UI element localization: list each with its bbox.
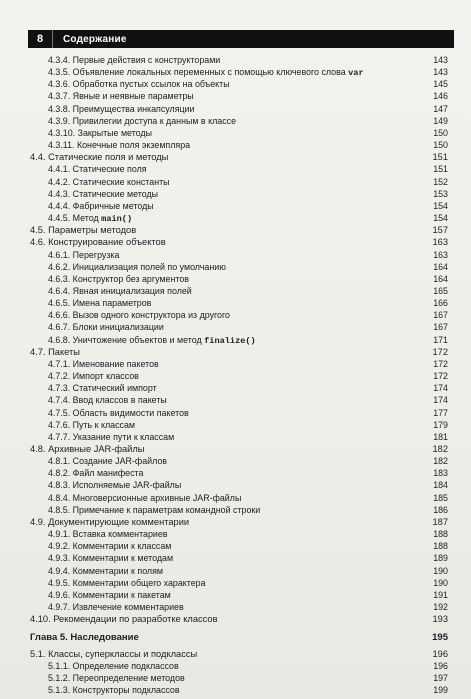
toc-entry-title — [48, 660, 179, 672]
toc-entry-label: Глава 5. Наследование — [30, 632, 139, 644]
toc-entry-title — [48, 479, 181, 491]
toc-entry-page: 154 — [433, 213, 448, 224]
toc-entry-page: 150 — [433, 140, 448, 151]
toc-entry-label: 5.1.2. Переопределение методов — [48, 672, 185, 683]
toc-entry-label: 4.9.2. Комментарии к классам — [48, 541, 172, 552]
toc-entry-label: 4.7.6. Путь к классам — [48, 419, 135, 430]
toc-entry-page: 164 — [433, 273, 448, 284]
toc-entry-title — [48, 431, 174, 443]
toc-entry — [28, 577, 448, 589]
toc-entry-page: 177 — [433, 407, 448, 418]
toc-entry-page: 192 — [433, 602, 448, 613]
toc-entry-label: 4.3.7. Явные и неявные параметры — [48, 91, 194, 102]
toc-entry-label: 4.3.5. Объявление локальных переменных с помощью ключевого слова — [48, 67, 349, 78]
toc-entry — [28, 467, 448, 479]
toc-entry-title — [30, 443, 145, 455]
toc-entry-title — [48, 601, 184, 613]
toc-entry-title — [48, 370, 139, 382]
toc-entry-label: 4.6.5. Имена параметров — [48, 298, 152, 309]
toc-entry-page: 166 — [433, 298, 448, 309]
toc-entry-title — [48, 492, 241, 504]
toc-entry — [28, 334, 448, 346]
toc-entry — [28, 176, 448, 188]
toc-entry — [28, 394, 448, 406]
toc-entry-page: 195 — [432, 632, 448, 644]
toc-entry — [28, 224, 448, 236]
toc-entry-title — [48, 394, 167, 406]
toc-entry-title — [48, 103, 195, 115]
toc-entry-page: 151 — [433, 164, 448, 175]
toc-entry-title — [48, 321, 164, 333]
toc-entry-page: 182 — [432, 444, 448, 454]
toc-entry-label: 4.10. Рекомендации по разработке классов — [30, 614, 218, 625]
toc-entry-label: 4.3.4. Первые действия с конструкторами — [48, 55, 221, 65]
toc-entry-label: 4.4. Статические поля и методы — [30, 152, 169, 163]
toc-entry — [28, 273, 448, 285]
toc-entry — [28, 90, 448, 102]
toc-entry-title — [30, 346, 80, 358]
toc-entry-label: 4.7. Пакеты — [30, 346, 80, 357]
toc-entry-label: 4.6.8. Уничтожение объектов и метод — [48, 334, 205, 345]
toc-entry-label: 4.8.2. Файл манифеста — [48, 468, 144, 479]
toc-entry-label: 4.4.2. Статические константы — [48, 176, 170, 187]
running-title: Содержание — [63, 33, 127, 45]
toc-entry-title — [48, 455, 167, 467]
toc-entry-title — [48, 504, 260, 516]
toc-entry-page: 197 — [433, 672, 448, 683]
toc-entry — [28, 407, 448, 419]
toc-entry-title — [48, 54, 220, 66]
toc-entry-page: 163 — [432, 237, 448, 248]
toc-entry — [28, 249, 448, 261]
toc-entry-label: 4.6.1. Перегрузка — [48, 249, 120, 260]
toc-entry-page: 193 — [432, 614, 448, 625]
toc-entry-title — [48, 163, 147, 175]
toc-entry-label: 4.7.7. Указание пути к классам — [48, 431, 175, 442]
toc-entry-label: 4.7.3. Статический импорт — [48, 383, 157, 394]
toc-entry-title — [30, 648, 197, 660]
toc-entry-page: 151 — [432, 152, 448, 163]
toc-entry-label: 4.8.3. Исполняемые JAR-файлы — [48, 480, 182, 491]
toc-entry-title — [48, 309, 230, 321]
toc-entry-label: 4.6.6. Вызов одного конструктора из другого — [48, 310, 230, 321]
toc-entry-title — [48, 78, 230, 90]
toc-entry-label: 4.3.11. Конечные поля экземпляра — [48, 140, 191, 151]
toc-entry-title — [48, 419, 135, 431]
toc-entry — [28, 321, 448, 333]
toc-entry-title — [48, 285, 192, 297]
toc-entry-label: 4.6.7. Блоки инициализации — [48, 322, 164, 333]
toc-entry-label: 4.9.3. Комментарии к методам — [48, 553, 174, 564]
toc-entry — [28, 200, 448, 212]
toc-entry-title — [48, 528, 168, 540]
toc-entry-label: 4.3.6. Обработка пустых ссылок на объекты — [48, 79, 230, 90]
toc-entry — [28, 648, 448, 660]
toc-entry-label: 4.9.4. Комментарии к полям — [48, 565, 164, 576]
toc-entry-label: 4.3.8. Преимущества инкапсуляции — [48, 103, 195, 114]
toc-entry-label: 4.6.3. Конструктор без аргументов — [48, 273, 189, 284]
toc-entry-title — [48, 297, 151, 309]
toc-entry-title — [48, 273, 189, 285]
toc-entry-title — [48, 565, 163, 577]
toc-entry-label: 4.7.2. Импорт классов — [48, 371, 139, 382]
toc-entry — [28, 552, 448, 564]
toc-entry — [28, 78, 448, 90]
toc-entry-label: 4.9.6. Комментарии к пакетам — [48, 589, 171, 600]
toc-entry-page: 191 — [433, 589, 448, 600]
toc-entry — [28, 528, 448, 540]
toc-entry-label: 4.8.5. Примечание к параметрам командной строки — [48, 504, 261, 515]
toc-entry-page: 188 — [433, 529, 448, 540]
toc-entry-page: 182 — [433, 456, 448, 467]
toc-entry-title — [48, 467, 143, 479]
toc-entry-title — [48, 589, 171, 601]
toc-entry-page: 152 — [433, 176, 448, 187]
toc-entry-page: 190 — [433, 565, 448, 576]
toc-entry — [28, 151, 448, 163]
toc-entry-label: 4.8.1. Создание JAR-файлов — [48, 456, 168, 467]
toc-entry-label: 4.3.9. Привилегии доступа к данным в классе — [48, 115, 237, 126]
toc-entry-page: 145 — [433, 79, 448, 90]
toc-entry-page: 153 — [433, 188, 448, 199]
toc-entry-page: 181 — [433, 431, 448, 442]
toc-entry-label: 4.6.4. Явная инициализация полей — [48, 285, 192, 296]
table-of-contents — [28, 54, 448, 696]
toc-entry-label: 5.1.1. Определение подклассов — [48, 660, 179, 671]
toc-entry-label: 4.9.7. Извлечение комментариев — [48, 602, 184, 613]
toc-entry-page: 179 — [433, 419, 448, 430]
toc-entry — [28, 236, 448, 248]
toc-entry-title — [30, 224, 136, 236]
toc-entry — [28, 613, 448, 625]
toc-entry-label: 5.1. Классы, суперклассы и подклассы — [30, 648, 198, 659]
toc-entry — [28, 212, 448, 224]
toc-entry-title — [48, 90, 194, 102]
toc-entry-page: 154 — [433, 200, 448, 211]
toc-entry — [28, 455, 448, 467]
toc-entry — [28, 370, 448, 382]
toc-entry-page: 167 — [433, 322, 448, 333]
toc-entry-title — [48, 577, 206, 589]
toc-entry-title — [48, 115, 236, 127]
toc-entry-page: 164 — [433, 261, 448, 272]
toc-entry-code: var — [348, 68, 364, 79]
toc-entry-label: 4.7.4. Ввод классов в пакеты — [48, 395, 167, 406]
toc-entry-label: 4.9.1. Вставка комментариев — [48, 529, 168, 540]
toc-entry-page: 183 — [433, 468, 448, 479]
toc-entry-page: 157 — [432, 225, 448, 236]
toc-entry-label: 4.6.2. Инициализация полей по умолчанию — [48, 261, 226, 272]
toc-entry-title — [48, 139, 190, 151]
toc-entry-title — [30, 516, 189, 528]
toc-entry-title — [48, 407, 189, 419]
toc-entry-label: 4.4.4. Фабричные методы — [48, 200, 154, 211]
toc-entry-page: 149 — [433, 115, 448, 126]
toc-entry-page: 143 — [433, 67, 448, 78]
toc-entry-label: 4.7.5. Область видимости пакетов — [48, 407, 189, 418]
toc-entry — [28, 163, 448, 175]
toc-entry — [28, 297, 448, 309]
toc-entry-title — [48, 249, 119, 261]
toc-entry-title — [48, 176, 170, 188]
toc-entry-label: 4.8. Архивные JAR-файлы — [30, 444, 145, 454]
toc-entry — [28, 672, 448, 684]
toc-entry-page: 187 — [432, 516, 448, 527]
toc-entry-title — [48, 552, 173, 564]
toc-entry-label: 4.4.1. Статические поля — [48, 164, 147, 175]
toc-entry — [28, 632, 448, 644]
toc-entry — [28, 660, 448, 672]
toc-entry — [28, 684, 448, 696]
toc-entry-page: 171 — [433, 334, 448, 345]
toc-entry — [28, 431, 448, 443]
toc-entry-page: 189 — [433, 553, 448, 564]
page-header — [28, 30, 454, 48]
toc-entry-page: 174 — [433, 383, 448, 394]
toc-entry-title — [48, 358, 159, 370]
toc-entry-page: 150 — [433, 127, 448, 138]
toc-entry — [28, 516, 448, 528]
toc-entry-page: 196 — [432, 648, 448, 659]
toc-entry-title — [30, 613, 218, 625]
toc-entry-page: 172 — [432, 346, 448, 357]
toc-entry-title — [48, 188, 158, 200]
toc-entry-code: finalize() — [204, 335, 256, 346]
toc-entry-label: 4.9. Документирующие комментарии — [30, 516, 190, 527]
toc-entry-title — [48, 127, 152, 139]
toc-entry-label: 4.9.5. Комментарии общего характера — [48, 577, 206, 588]
toc-entry-title — [30, 236, 166, 248]
toc-entry-title — [30, 632, 139, 644]
toc-entry-code: main() — [101, 214, 133, 225]
toc-entry-label: 4.6. Конструирование объектов — [30, 237, 166, 248]
toc-entry — [28, 492, 448, 504]
toc-entry-title — [48, 200, 154, 212]
toc-entry — [28, 479, 448, 491]
toc-entry — [28, 103, 448, 115]
toc-entry-label: 4.7.1. Именование пакетов — [48, 358, 159, 369]
toc-entry — [28, 54, 448, 66]
toc-entry — [28, 285, 448, 297]
toc-entry-title — [48, 684, 180, 696]
toc-entry-page: 163 — [433, 249, 448, 260]
toc-entry — [28, 443, 448, 455]
toc-entry-title — [30, 151, 168, 163]
toc-entry — [28, 188, 448, 200]
toc-entry — [28, 589, 448, 601]
toc-entry — [28, 382, 448, 394]
toc-entry-title — [48, 540, 171, 552]
page-number: 8 — [28, 30, 53, 48]
toc-entry-page: 190 — [433, 577, 448, 588]
toc-entry-page: 185 — [433, 492, 448, 503]
toc-entry-page: 188 — [433, 541, 448, 552]
toc-entry-page: 172 — [433, 358, 448, 369]
toc-entry-title — [48, 672, 185, 684]
toc-entry-page: 147 — [433, 103, 448, 114]
toc-entry — [28, 601, 448, 613]
toc-entry-label: 4.3.10. Закрытые методы — [48, 127, 152, 138]
toc-entry-page: 143 — [433, 55, 448, 65]
toc-entry — [28, 139, 448, 151]
toc-entry-page: 146 — [433, 91, 448, 102]
toc-entry — [28, 115, 448, 127]
toc-entry-label: 4.8.4. Многоверсионные архивные JAR-файлы — [48, 492, 242, 503]
toc-entry-page: 184 — [433, 480, 448, 491]
toc-entry-label: 5.1.3. Конструкторы подклассов — [48, 684, 180, 695]
toc-entry — [28, 66, 448, 78]
toc-entry — [28, 565, 448, 577]
toc-entry-title — [48, 261, 226, 273]
toc-entry — [28, 261, 448, 273]
toc-entry — [28, 540, 448, 552]
toc-entry — [28, 127, 448, 139]
toc-entry-page: 165 — [433, 285, 448, 296]
toc-entry-label: 4.4.5. Метод — [48, 213, 102, 224]
toc-entry-page: 172 — [433, 371, 448, 382]
toc-entry-page: 186 — [433, 504, 448, 515]
toc-entry — [28, 358, 448, 370]
toc-entry — [28, 309, 448, 321]
toc-entry-page: 196 — [433, 660, 448, 671]
toc-entry-page: 174 — [433, 395, 448, 406]
toc-entry-label: 4.4.3. Статические методы — [48, 188, 159, 199]
toc-entry — [28, 504, 448, 516]
toc-entry-page: 167 — [433, 310, 448, 321]
toc-entry-page: 199 — [433, 684, 448, 695]
toc-entry-label: 4.5. Параметры методов — [30, 225, 137, 236]
toc-entry — [28, 419, 448, 431]
toc-entry — [28, 346, 448, 358]
toc-entry-title — [48, 382, 157, 394]
